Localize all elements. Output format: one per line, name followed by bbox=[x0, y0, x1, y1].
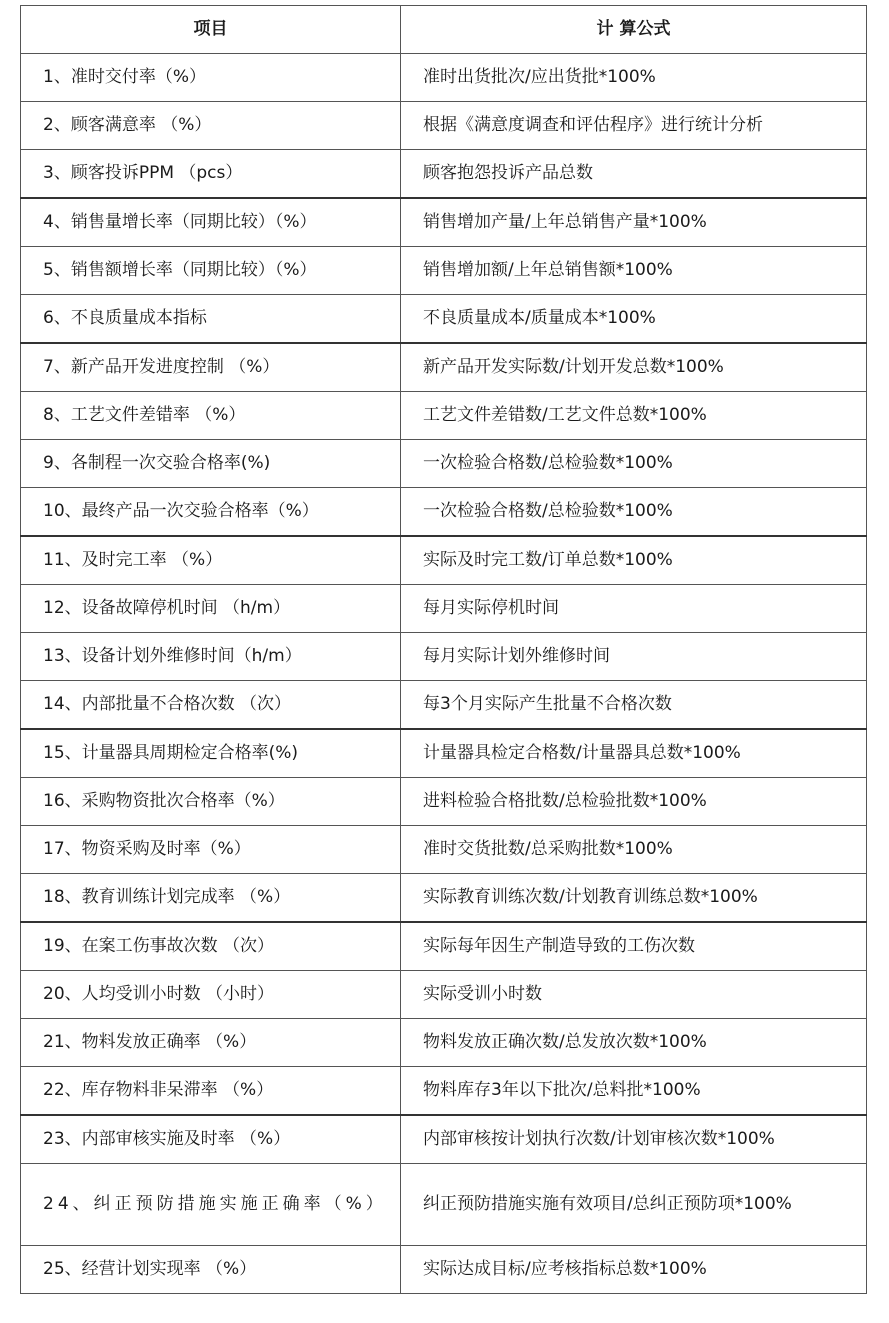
row-item: 17、物资采购及时率（%） bbox=[21, 826, 401, 874]
table-row bbox=[21, 488, 867, 537]
row-item: 13、设备计划外维修时间（h/m） bbox=[21, 633, 401, 681]
row-item: 5、销售额增长率（同期比较）（%） bbox=[21, 247, 401, 295]
header-item: 项目 bbox=[21, 6, 401, 54]
indicator-formula-table bbox=[20, 5, 867, 1294]
row-formula: 计量器具检定合格数/计量器具总数*100% bbox=[401, 729, 867, 778]
table-row bbox=[21, 922, 867, 971]
row-item: 4、销售量增长率（同期比较）（%） bbox=[21, 198, 401, 247]
row-formula: 每月实际计划外维修时间 bbox=[401, 633, 867, 681]
row-item: 6、不良质量成本指标 bbox=[21, 295, 401, 344]
row-formula: 实际教育训练次数/计划教育训练总数*100% bbox=[401, 874, 867, 923]
row-formula: 实际及时完工数/订单总数*100% bbox=[401, 536, 867, 585]
row-formula: 根据《满意度调查和评估程序》进行统计分析 bbox=[401, 102, 867, 150]
row-formula: 实际每年因生产制造导致的工伤次数 bbox=[401, 922, 867, 971]
table-row bbox=[21, 874, 867, 923]
table-row bbox=[21, 295, 867, 344]
row-item: 10、最终产品一次交验合格率（%） bbox=[21, 488, 401, 537]
row-formula: 实际受训小时数 bbox=[401, 971, 867, 1019]
row-formula: 纠正预防措施实施有效项目/总纠正预防项*100% bbox=[401, 1164, 867, 1246]
row-formula: 物料发放正确次数/总发放次数*100% bbox=[401, 1019, 867, 1067]
table-row bbox=[21, 1164, 867, 1246]
row-formula: 实际达成目标/应考核指标总数*100% bbox=[401, 1246, 867, 1294]
indicator-formula-table-container bbox=[20, 5, 866, 1294]
row-item: 3、顾客投诉PPM （pcs） bbox=[21, 150, 401, 199]
row-item: 11、及时完工率 （%） bbox=[21, 536, 401, 585]
row-item: 16、采购物资批次合格率（%） bbox=[21, 778, 401, 826]
table-row bbox=[21, 826, 867, 874]
row-item: 24、纠正预防措施实施正确率（%） bbox=[21, 1164, 401, 1246]
row-item: 12、设备故障停机时间 （h/m） bbox=[21, 585, 401, 633]
table-row bbox=[21, 440, 867, 488]
row-formula: 工艺文件差错数/工艺文件总数*100% bbox=[401, 392, 867, 440]
row-item: 23、内部审核实施及时率 （%） bbox=[21, 1115, 401, 1164]
row-item: 7、新产品开发进度控制 （%） bbox=[21, 343, 401, 392]
row-item: 25、经营计划实现率 （%） bbox=[21, 1246, 401, 1294]
table-row bbox=[21, 54, 867, 102]
table-row bbox=[21, 150, 867, 199]
row-item: 1、准时交付率（%） bbox=[21, 54, 401, 102]
table-row bbox=[21, 392, 867, 440]
row-formula: 内部审核按计划执行次数/计划审核次数*100% bbox=[401, 1115, 867, 1164]
table-row bbox=[21, 1115, 867, 1164]
row-formula: 准时交货批数/总采购批数*100% bbox=[401, 826, 867, 874]
table-header-row bbox=[21, 6, 867, 54]
row-formula: 每月实际停机时间 bbox=[401, 585, 867, 633]
table-row bbox=[21, 1019, 867, 1067]
row-formula: 进料检验合格批数/总检验批数*100% bbox=[401, 778, 867, 826]
table-row bbox=[21, 729, 867, 778]
row-formula: 新产品开发实际数/计划开发总数*100% bbox=[401, 343, 867, 392]
row-formula: 物料库存3年以下批次/总料批*100% bbox=[401, 1067, 867, 1116]
row-formula: 准时出货批次/应出货批*100% bbox=[401, 54, 867, 102]
table-row bbox=[21, 1067, 867, 1116]
row-item: 21、物料发放正确率 （%） bbox=[21, 1019, 401, 1067]
table-row bbox=[21, 971, 867, 1019]
row-item: 2、顾客满意率 （%） bbox=[21, 102, 401, 150]
table-row bbox=[21, 778, 867, 826]
table-body bbox=[21, 54, 867, 1294]
row-formula: 一次检验合格数/总检验数*100% bbox=[401, 488, 867, 537]
row-item: 22、库存物料非呆滞率 （%） bbox=[21, 1067, 401, 1116]
table-row bbox=[21, 343, 867, 392]
row-formula: 顾客抱怨投诉产品总数 bbox=[401, 150, 867, 199]
row-item: 9、各制程一次交验合格率(%) bbox=[21, 440, 401, 488]
header-formula: 计 算公式 bbox=[401, 6, 867, 54]
row-formula: 销售增加产量/上年总销售产量*100% bbox=[401, 198, 867, 247]
row-formula: 不良质量成本/质量成本*100% bbox=[401, 295, 867, 344]
table-row bbox=[21, 1246, 867, 1294]
table-row bbox=[21, 633, 867, 681]
table-row bbox=[21, 681, 867, 730]
table-row bbox=[21, 198, 867, 247]
row-formula: 销售增加额/上年总销售额*100% bbox=[401, 247, 867, 295]
row-formula: 每3个月实际产生批量不合格次数 bbox=[401, 681, 867, 730]
row-item: 18、教育训练计划完成率 （%） bbox=[21, 874, 401, 923]
table-row bbox=[21, 536, 867, 585]
table-row bbox=[21, 247, 867, 295]
row-item: 15、计量器具周期检定合格率(%) bbox=[21, 729, 401, 778]
table-row bbox=[21, 585, 867, 633]
row-item: 14、内部批量不合格次数 （次） bbox=[21, 681, 401, 730]
row-item: 20、人均受训小时数 （小时） bbox=[21, 971, 401, 1019]
table-row bbox=[21, 102, 867, 150]
row-item: 8、工艺文件差错率 （%） bbox=[21, 392, 401, 440]
row-item: 19、在案工伤事故次数 （次） bbox=[21, 922, 401, 971]
row-formula: 一次检验合格数/总检验数*100% bbox=[401, 440, 867, 488]
